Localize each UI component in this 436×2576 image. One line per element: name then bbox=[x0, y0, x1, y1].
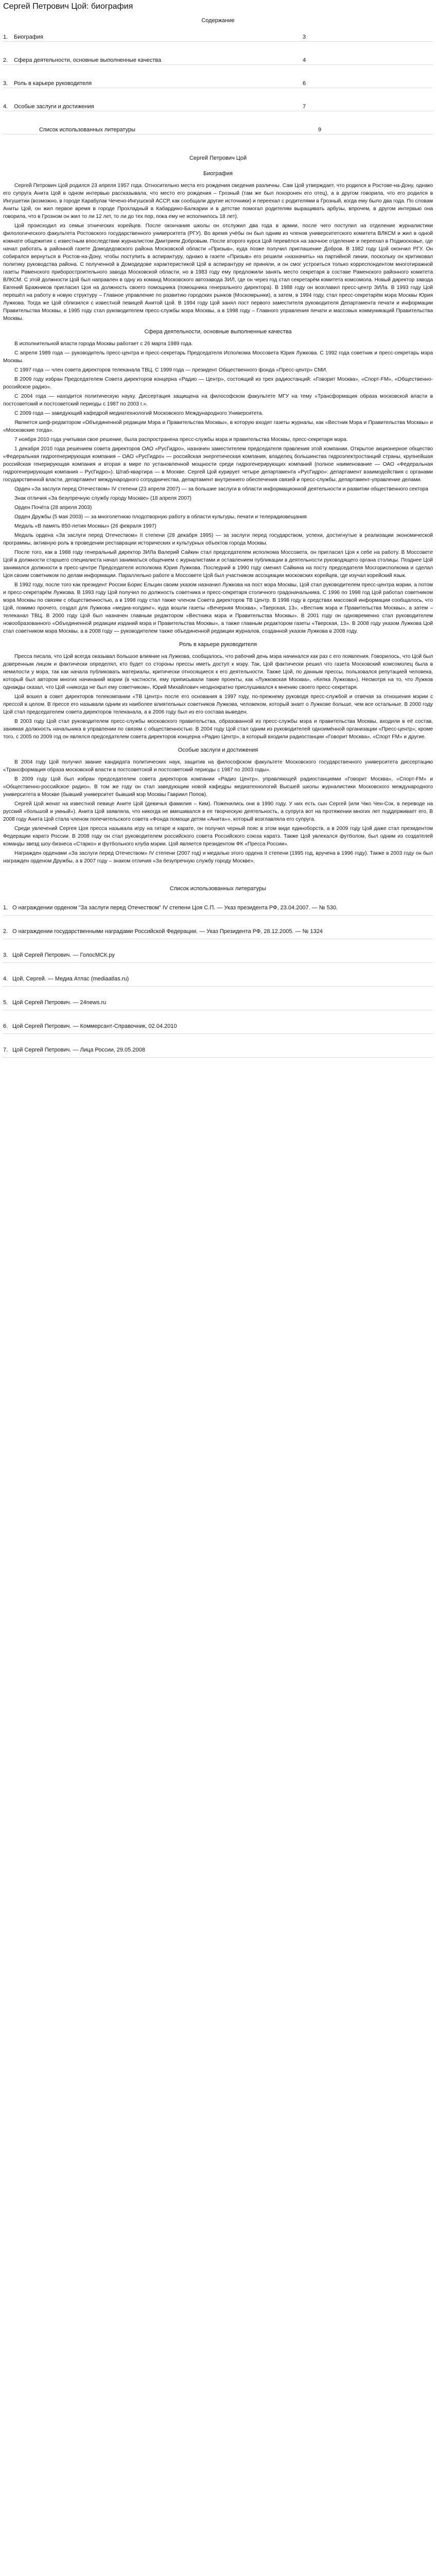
literature-item bbox=[3, 903, 433, 916]
toc-item-page: 3 bbox=[303, 34, 306, 40]
paragraph: Медаль ордена «За заслуги перед Отечеством» II степени (28 декабря 1995) — за заслуги перед государством, успехи, достигнутые в реализации экономической программы, активную роль в проведении реставрации исторических и культурных объектов города Москвы. bbox=[3, 533, 433, 546]
literature-item-number: 4. bbox=[3, 976, 8, 982]
section-heading-biography: Биография bbox=[203, 171, 233, 177]
paragraph: В 2004 году Цой получил звание кандидата политических наук, защитив на философском факультете Московского государственного университета диссертацию «Трансформация образа московской власти в постсоветской и постсоветский периоды с 1987 по 2003 годы». bbox=[3, 759, 433, 773]
paragraph: Цой вошел в совет директоров телекомпании «ТВ Центр» после его основания в 1997 году, по-прежнему руководя пресс-службой и отвечая за отношения мэрии с прессой в целом. В прессе его называли одним из наиболее влиятельных советников Лужкова, человеком, который знает о Лужкове больше, чем все остальные. В 2000 году Цой стал председателем совета директоров телеканала, а в 2006 году был из его состава выведен. bbox=[3, 694, 433, 715]
literature-item-number: 3. bbox=[3, 952, 8, 958]
toc-item-page: 6 bbox=[303, 80, 306, 87]
toc-heading: Содержание bbox=[201, 18, 235, 24]
paragraph: В 2009 году избран Председателем Совета директоров концерна «Радио — Центр», состоящий из трех радиостанций: «Говорит Москва», «Спорт-FM», «Общественно-российское радио». bbox=[3, 377, 433, 390]
paragraph: Среди увлечений Сергея Цоя пресса называла игру на гитаре и карате, он получил черный пояс в этом виде единоборств, а в 2009 году Цой даже стал президентом Федерации каратэ России. В 2008 году он стал руководителем российского совета Российского союза каратэ. Также Цой увлекался футболом, был одним из создателей команды звезд шоу-бизнеса «Старко» и футбольного клуба мэрии. Цой является президентом ФК «Пресса России». bbox=[3, 826, 433, 847]
toc-item-number: 2. bbox=[3, 57, 8, 63]
literature-item-number: 2. bbox=[3, 928, 8, 935]
paragraph: Орден Почёта (28 апреля 2003) bbox=[14, 505, 92, 511]
paragraph: Сергей Цой женат на известной певице Аните Цой (девичья фамилия – Ким). Поженились они в 1990 году. У них есть сын Сергей (или Чжо Чен-Сок, в переводе на русский «большой и умный»). Анита Цой заявляла, что никогда не вмешивался в ее творческую деятельность, а супруга вот на протяжении многих лет поддерживает его. В 2008 году Анита Цой стала членом попечительского совета «Фонда помощи детям «Анита»», который возглавляла его супруга. bbox=[3, 801, 433, 822]
literature-item-number: 7. bbox=[3, 1047, 8, 1053]
paragraph: Пресса писала, что Цой всегда оказывал большое влияние на Лужкова, сообщалось, что рабочий день мэра начинался как раз с его появления. Говорилось, что Цой был доверенным лицом и фактически определял, кто будет со стороны прессы иметь доступ к мэру. Так, Цой фактически решил что газета Московский комсомолец была в немилости у мэра, так как начала публиковать материалы, критически относящиеся к его деятельности. Также Цой, по данным прессы, пользовался репутацией человека, который был автором многих начинаний мэрии (в частности, ему приписывали такие проекты, как «Лужковская Москва», «Кепка Лужкова»). Несмотря на то, что Лужков однажды сказал, что Цой «никогда не был ему советчиком», Юрий Михайлович неоднократно прислушивался к мнению своего пресс-секретаря. bbox=[3, 654, 433, 690]
paragraph: С апреля 1989 года — руководитель пресс-центра и пресс-секретарь Председателя Исполкома Моссовета Юрия Лужкова. С 1992 года советник и пресс-секретарь мэра Москвы. bbox=[3, 350, 433, 364]
paragraph: Орден Дружбы (5 мая 2003) — за многолетнюю плодотворную работу в области культуры, печати и телерадиовещания bbox=[14, 514, 307, 520]
toc-item[interactable] bbox=[3, 126, 433, 134]
literature-item-text: Цой Сергей Петрович. — Лица России, 29.05.2008 bbox=[12, 1047, 145, 1053]
literature-item bbox=[3, 951, 433, 963]
toc-item-label: Список использованных литературы bbox=[39, 127, 135, 133]
toc-item-page: 4 bbox=[303, 57, 306, 63]
toc-item[interactable] bbox=[3, 33, 433, 42]
literature-item-number: 6. bbox=[3, 1023, 8, 1029]
paragraph: 1 декабря 2010 года решением совета директоров ОАО «РусГидро», назначен заместителем председателя правления этой компании. Открытое акционерное общество «Федеральная гидрогенерирующая компания – ОАО «РусГидро» — российская энергетическая компания, владелец большинства гидроэлектростанций страны, крупнейшая российская генерирующая компания и вторая в мире по установленной мощности среди гидрогенерирующих компаний (полное наименование — ОАО «Федеральная гидрогенерирующая компания – РусГидро»). Штаб-квартира — в Москве. Сергей Цой курирует четыре департамента «РусГидро»: департамент взаимодействия с органами государственной власти, департамент международного сотрудничества, департамент внутреннего обеспечения связей и пресс-службы, департамент-управление делами. bbox=[3, 446, 433, 483]
paragraph: Награжден орденами «За заслуги перед Отечеством» IV степени (2007 год) и медалью этого ордена II степени (1995 год, вручена в 1996 году). Также в 2003 году он был награжден орденом Дружбы, а в 2007 году – знаком отличия «За безупречную службу городу Москве». bbox=[3, 851, 433, 864]
section-heading-sphere: Сфера деятельности, основные выполненные качества bbox=[144, 329, 292, 335]
toc-item-label: Биография bbox=[14, 34, 43, 40]
literature-item-text: Цой Сергей Петрович. — 24news.ru bbox=[12, 999, 107, 1006]
toc-item-number: 4. bbox=[3, 104, 8, 110]
paragraph: В 1992 году, после того как президент России Борис Ельцин своим указом назначил Лужкова на пост мэра Москвы, Цой стал руководителем пресс-центра мэрии, а потом и пресс-секретарём Лужкова. В 1993 году Цой получил по должность советника и пресс-секретаря столичного градоначальника. С 1996 по 1998 год Цой работал советником мэра Москвы по связям с общественностью, а в 1998 году стал также членом Совета директоров ТВ Центр. В 1998 году в средствах массовой информации сообщалось, что Цой, помимо прочего, создал для Лужкова «медиа-холдинг», куда вошли газеты «Вечерняя Москва», «Тверская, 13», «Вестник мэра и Правительства Москвы», а затем – телеканал ТВЦ. В 2000 году Цой был назначен главным редактором «Вестника мэра и Правительства Москвы». В 2001 году он одновременно стал руководителем новообразованного «Объединенной редакции изданий мэра и Правительства Москвы», а также главным редактором газеты «Тверская, 13». В 2008 году указом Лужкова Цой стал советником мэра Москвы, а в 2008 году — руководителем также объединенной редакции журналов, созданной указом Лужкова в 2008 году. bbox=[3, 582, 433, 634]
paragraph: В 2003 году Цой стал руководителем пресс-службы московского правительства, образованной из пресс-службы мэра и правительства Москвы, входили в её состав, занимая должность начальника в управлении по связям с общественностью. В 2004 году Цой стал одним из руководителей одноимённой организации «Пресс-центр»; кроме того, с 2005 по 2009 год он являлся председателем совета директоров концерна «Радио Центр», в который входили радиостанции «Говорит Москва», «Спорт FM» и другие. bbox=[3, 719, 433, 740]
literature-item bbox=[3, 974, 433, 987]
literature-item-text: Цой, Сергей. — Медиа Атлас (mediaatlas.ru) bbox=[12, 976, 129, 982]
literature-item-text: Цой Сергей Петрович. — ГолосМСК.ру bbox=[12, 952, 115, 958]
literature-item-text: Цой Сергей Петрович. — Коммерсант-Справочник, 02.04.2010 bbox=[12, 1023, 177, 1029]
toc-item[interactable] bbox=[3, 79, 433, 88]
document-title: Сергей Петрович Цой: биография bbox=[3, 2, 133, 11]
literature-item-number: 5. bbox=[3, 999, 8, 1006]
toc-item[interactable] bbox=[3, 56, 433, 65]
paragraph: Медаль «В память 850-летия Москвы» (26 февраля 1997) bbox=[14, 523, 156, 529]
paragraph: В исполнительной власти города Москвы работает с 26 марта 1989 года. bbox=[14, 341, 193, 347]
paragraph: После того, как в 1988 году генеральный директор ЗИЛа Валерий Сайкин стал председателем исполкома Моссовета, он пригласил Цоя к себе на работу. В Моссовете Цой в должности старшего специалиста начал заниматься общением с журналистами и оставлением публикации в деятельности руководящего органа столицы. Позднее Цой занимался должности в пресс-центре Председателя исполкома Юрия Лужкова. Последний в 1990 году сменил Сайкина на посту председателя Мосгорисполкома и сделал Цоя своим советником по делам информации. Параллельно работе в Моссовете Цой был участником ассоциации московских корейцев, где изучал корейский язык. bbox=[3, 550, 433, 579]
paragraph: Цой происходил из семьи этнических корейцев. После окончания школы он отслужил два года в армии, после чего поступил на отделение журналистики филологического факультета Ростовского государственного университета (РГУ). Во время учёбы он был одним из членов университетского комитета ВЛКСМ и жил в одной комнате общежития с известным впоследствии журналистом Дмитрием Добровым. После второго курса Цой перевёлся на заочное отделение и переехал в Подмосковье, где начал работать в районной газете Домодедовского района Московской области «Призыв», куда позже получил приглашение Добров. В 1982 году Цой окончил РГУ. Он собирался вернуться в Ростов-на-Дону, чтобы поступить в аспирантуру, однако в газете «Призыв» его решили «назначить» на партийной линии, поскольку он критиковал политику руководства района. С полученной в Домодедове характеристикой Цой в аспирантуру не приняли, и он смог устроиться только корреспондентом многотиражной газеты Раменского приборостроительного завода Московской области, но в 1983 году ему предложили занять место секретаря в составе Раменского районного комитета ВЛКСМ. С этой должности Цой был направлен в одну из команд Московского автозавода ЗИЛ, где он через год стал секретарём комитета комсомола. Новый директор завода Евгений Бражников пригласил Цоя на должность своего помощника (помощника генерального директора). В 1988 году он возглавил пресс-центр ЗИЛа. В 1993 году Цой перешёл на работу в новую структуру – Главное управление по развитию городских рынков (Москомрынки), а затем, в 1994 году, стал пресс-секретарём мэра Москвы Юрия Лужкова. Тогда же Цой сблизился с известной певицей Анитой Цой. В 1994 году Цой занял пост первого заместителя руководителя Департамента печати и информации Правительства Москвы, в 1995 году стал руководителем пресс-службы мэра Москвы, а в 1998 году – Главного управления печати и массовых коммуникаций Правительства Москвы. bbox=[3, 223, 433, 321]
literature-item bbox=[3, 1022, 433, 1034]
toc-item[interactable] bbox=[3, 103, 433, 111]
section-heading-achievements: Особые заслуги и достижения bbox=[178, 747, 258, 753]
document-subtitle: Сергей Петрович Цой bbox=[189, 155, 247, 161]
paragraph: С 2009 года — заведующий кафедрой медиатехнологий Московского Международного Университета. bbox=[14, 411, 264, 416]
paragraph: Сергей Петрович Цой родился 23 апреля 1957 года. Относительно места его рождения сведения различны. Сам Цой утверждает, что родился в Ростове-на-Дону, однако его супруга Анита Цой в одном интервью рассказывала, что место его рождения – Грозный (там же был похоронен его отец), а в другом говорила, что его родился в Ингушетии (возможно, в городе Карабулак Чечено-Ингушской АССР, как сообщали другие источники) и переехал с родителями в Грозный, когда ему было два года. По словам Аниты Цой, он жил первое время в городе Прохладный в Кабардино-Балкарии и в детстве помогал родителям выращивать арбузы, впрочем, в другом интервью она говорила, что в Грозном он жил то ли 12 лет, то ли до тех пор, пока ему не исполнилось 18 лет). bbox=[3, 183, 433, 219]
toc-item-page: 9 bbox=[318, 127, 322, 133]
paragraph: В 2009 году Цой был избран председателем совета директоров компании «Радио Центр», управляющей радиостанциями «Говорит Москва», «Спорт-FM» и «Общественно-российское радио». В том же году он стал заведующим новой кафедры медиатехнологий Высшей школы журналистики Московского международного университета в Москве (бывший университет бывший мэр Москвы Гавриил Попов). bbox=[3, 776, 433, 798]
toc-item-number: 1. bbox=[3, 34, 8, 40]
literature-item-text: О награждении государственными наградами Российской Федерации. — Указ Президента РФ, 28.12.2005. — № 1324 bbox=[12, 928, 323, 935]
literature-heading: Список использованных литературы bbox=[170, 886, 266, 892]
literature-item bbox=[3, 1045, 433, 1058]
literature-item-text: О награждении орденом "За заслуги перед Отечеством" IV степени Цоя С.П. — Указ президента РФ, 23.04.2007. — № 530. bbox=[12, 905, 338, 911]
toc-item-page: 7 bbox=[303, 104, 306, 110]
literature-item-number: 1. bbox=[3, 905, 8, 911]
literature-item bbox=[3, 998, 433, 1010]
paragraph: С 2004 года — находится политическую науку. Диссертация защищена на философском факультете МГУ на тему «Трансформация образа московской власти в постсоветский и постсоветский периоды с 1987 по 2003 г.». bbox=[3, 394, 433, 407]
toc-item-label: Сфера деятельности, основные выполненные качества bbox=[14, 57, 162, 63]
section-heading-role: Роль в карьере руководителя bbox=[179, 641, 257, 648]
table-of-contents bbox=[3, 18, 433, 134]
paragraph: С 1997 года — член совета директоров телеканала ТВЦ. С 1999 года — президент Общественного фонда «Пресс-центр» СМИ. bbox=[14, 367, 327, 373]
paragraph: 7 ноября 2010 года учитывая свое решение, была распространена пресс-службы мэра и правительства Москвы, пресс-секретаря мэра. bbox=[14, 437, 348, 443]
literature-item bbox=[3, 927, 433, 939]
document-page bbox=[0, 2, 436, 1079]
toc-item-number: 3. bbox=[3, 80, 8, 87]
paragraph: Орден «За заслуги перед Отечеством» IV степени (23 апреля 2007) — за большие заслуги в области информационной деятельности и развитии общественного сектора bbox=[14, 486, 428, 492]
paragraph: Является шеф-редактором «Объединенной редакции Мэра и Правительства Москвы», в которую входят газеты журналы, как «Вестник Мэра и Правительства Москвы» и «Московские тогда». bbox=[3, 420, 433, 433]
toc-item-label: Роль в карьере руководителя bbox=[14, 80, 92, 87]
toc-item-label: Особые заслуги и достижения bbox=[14, 104, 94, 110]
paragraph: Знак отличия «За безупречную службу городу Москве» (18 апреля 2007) bbox=[14, 496, 191, 501]
